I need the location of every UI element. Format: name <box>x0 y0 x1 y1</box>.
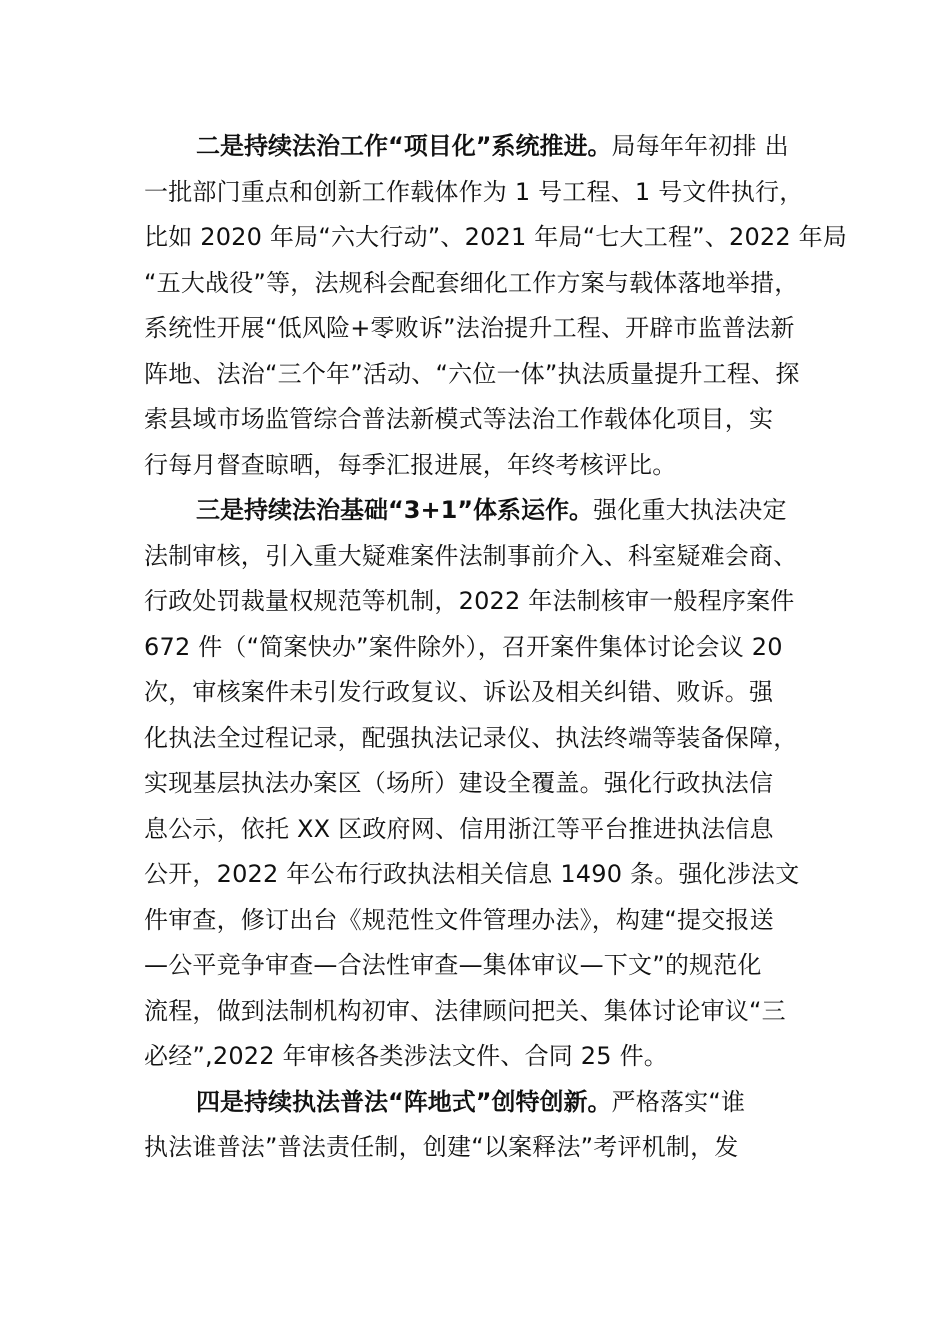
paragraph-3-line-8: 息公示，依托 XX 区政府网、信用浙江等平台推进执法信息 <box>144 814 774 843</box>
paragraph-3-line-2: 法制审核，引入重大疑难案件法制事前介入、科室疑难会商、 <box>144 541 798 570</box>
paragraph-3-line-4: 672 件（“简案快办”案件除外），召开案件集体讨论会议 20 <box>144 632 783 661</box>
paragraph-2-line-4: “五大战役”等，法规科会配套细化工作方案与载体落地举措， <box>144 268 799 297</box>
paragraph-3-line-6: 化执法全过程记录，配强执法记录仪、执法终端等装备保障， <box>144 723 798 752</box>
paragraph-2-line-7: 索县域市场监管综合普法新模式等法治工作载体化项目，实 <box>144 405 774 433</box>
paragraph-3-line-13: 必经”,2022 年审核各类涉法文件、合同 25 件。 <box>144 1042 668 1070</box>
document-body <box>144 124 848 1171</box>
paragraph-3-line-7: 实现基层执法办案区（场所）建设全覆盖。强化行政执法信 <box>144 769 774 797</box>
paragraph-3-heading: 三是持续法治基础“3+1”体系运作。 <box>196 496 594 524</box>
paragraph-2-line-2: 一批部门重点和创新工作载体作为 1 号工程、1 号文件执行， <box>144 177 804 206</box>
paragraph-3-line-12: 流程，做到法制机构初审、法律顾问把关、集体讨论审议“三 <box>144 996 786 1025</box>
paragraph-2-line-6: 阵地、法治“三个年”活动、“六位一体”执法质量提升工程、探 <box>144 359 800 388</box>
paragraph-4-text: 严格落实“谁 <box>611 1087 746 1116</box>
paragraph-2-line-5: 系统性开展“低风险+零败诉”法治提升工程、开辟市监普法新 <box>144 314 795 342</box>
paragraph-3-line-11: —公平竞争审查—合法性审查—集体审议—下文”的规范化 <box>144 951 762 979</box>
paragraph-3-line-3: 行政处罚裁量权规范等机制，2022 年法制核审一般程序案件 <box>144 587 795 615</box>
paragraph-4-heading: 四是持续执法普法“阵地式”创特创新。 <box>196 1087 612 1116</box>
paragraph-2-heading: 二是持续法治工作“项目化”系统推进。 <box>196 132 612 160</box>
paragraph-3-text: 强化重大执法决定 <box>593 496 787 524</box>
paragraph-2-line-1 <box>144 124 844 170</box>
paragraph-3-line-5: 次，审核案件未引发行政复议、诉讼及相关纠错、败诉。强 <box>144 678 774 706</box>
paragraph-3-line-10: 件审查，修订出台《规范性文件管理办法》，构建“提交报送 <box>144 905 774 934</box>
paragraph-2-line-8: 行每月督查晾晒，每季汇报进展，年终考核评比。 <box>144 450 677 479</box>
paragraph-3-line-1 <box>144 488 844 534</box>
paragraph-4-line-1 <box>144 1080 844 1126</box>
paragraph-2-text: 局每年年初排 出 <box>611 132 789 160</box>
paragraph-3-line-9: 公开，2022 年公布行政执法相关信息 1490 条。强化涉法文 <box>144 860 800 888</box>
paragraph-4-line-2: 执法谁普法”普法责任制，创建“以案释法”考评机制，发 <box>144 1133 739 1161</box>
paragraph-2-line-3: 比如 2020 年局“六大行动”、2021 年局“七大工程”、2022 年局 <box>144 223 848 251</box>
